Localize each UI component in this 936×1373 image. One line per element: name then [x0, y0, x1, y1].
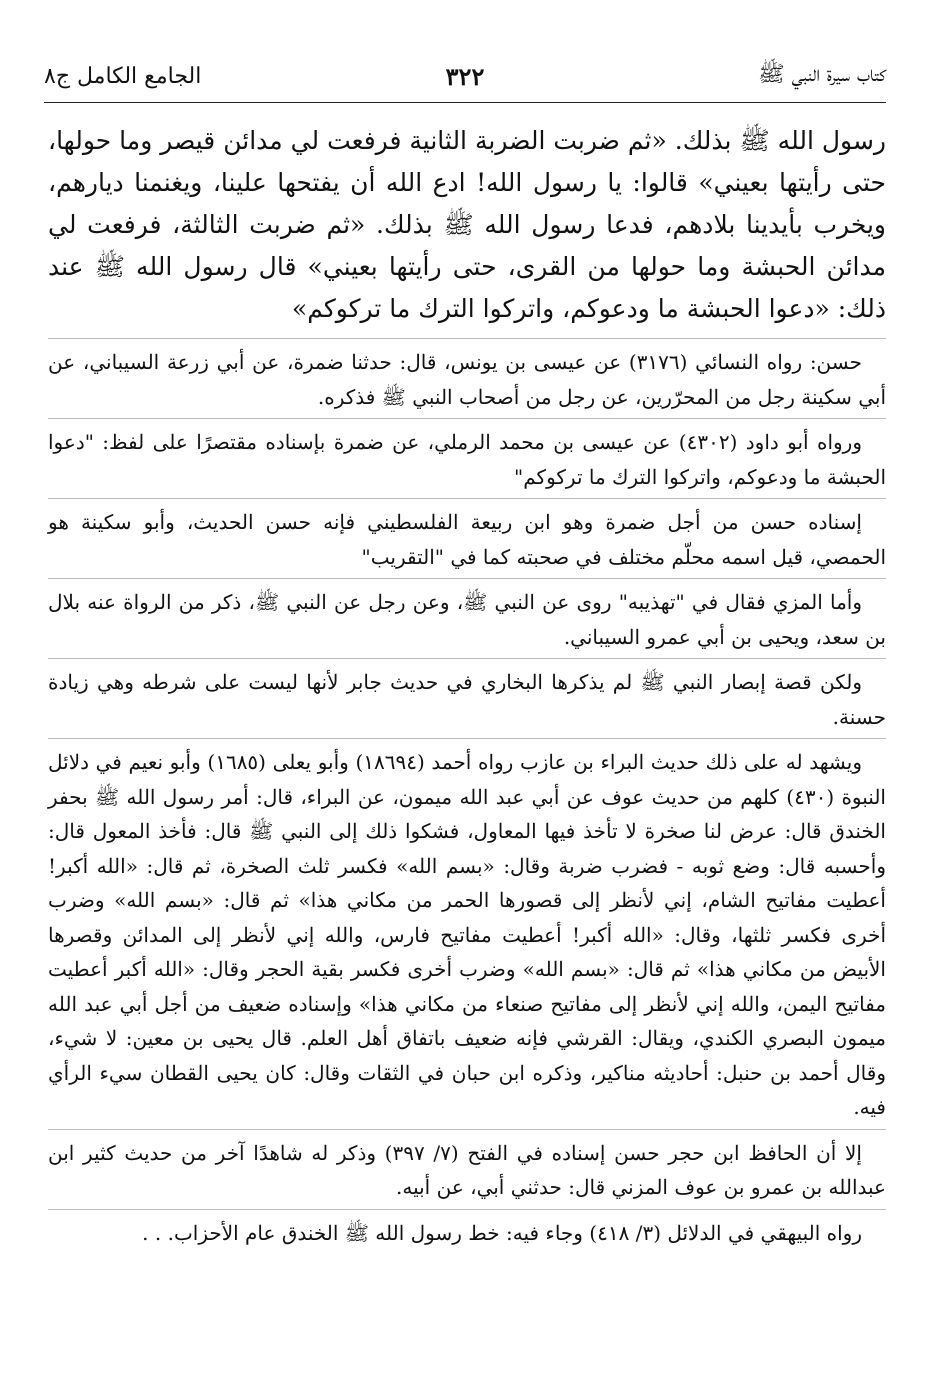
page-number: ٣٢٢: [445, 61, 485, 91]
divider: [48, 1209, 886, 1210]
note-paragraph-2: ورواه أبو داود (٤٣٠٢) عن عيسى بن محمد الرملي، عن ضمرة بإسناده مقتصرًا على لفظ: "دعوا الحبشة ما ودعوكم، واتركوا الترك ما تركوكم": [48, 430, 886, 489]
divider: [48, 578, 886, 579]
note-paragraph-4: وأما المزي فقال في "تهذيبه" روى عن النبي ﷺ، وعن رجل عن النبي ﷺ، ذكر من الرواة عنه بلال بن سعد، ويحيى بن أبي عمرو السيباني.: [48, 590, 886, 649]
book-title: كتاب سيرة النبي ﷺ: [758, 62, 886, 87]
note-paragraph-3: إسناده حسن من أجل ضمرة وهو ابن ربيعة الفلسطيني فإنه حسن الحديث، وأبو سكينة هو الحمصي، قيل اسمه محلّم مختلف في صحبته كما في "التقريب": [48, 510, 886, 569]
note-paragraph-7: إلا أن الحافظ ابن حجر حسن إسناده في الفتح (٧/ ٣٩٧) وذكر له شاهدًا آخر من حديث كثير ابن عبدالله بن عمرو بن عوف المزني قال: حدثني أبي، عن أبيه.: [48, 1140, 886, 1199]
note-paragraph-6: ويشهد له على ذلك حديث البراء بن عازب رواه أحمد (١٨٦٩٤) وأبو يعلى (١٦٨٥) وأبو نعيم في دلائل النبوة (٤٣٠) كلهم من حديث عوف عن أبي عبد الله ميمون، عن البراء، قال: أمر رسول الله ﷺ بحفر الخندق قال: عرض لنا صخرة لا تأخذ فيها المعاول، فشكوا ذلك إلى النبي ﷺ قال: فأخذ المعول قال: وأحسبه قال: وضع ثوبه - فضرب ضربة وقال: «بسم الله» فكسر ثلث الصخرة، ثم قال: «الله أكبر! أعطيت مفاتيح الشام، إني لأنظر إلى قصورها الحمر من مكاني هذا» ثم قال: «بسم الله» وضرب أخرى فكسر ثلثها، وقال: «الله أكبر! أعطيت مفاتيح فارس، والله إني لأنظر إلى المدائن وقصرها الأبيض من مكاني هذا» ثم قال: «بسم الله» وضرب أخرى فكسر بقية الحجر وقال: «الله أكبر أعطيت مفاتيح اليمن، والله إني لأنظر إلى مفاتيح صنعاء من مكاني هذا» وإسناده ضعيف من أجل أبي عبد الله ميمون البصري الكندي، ويقال: القرشي فإنه ضعيف باتفاق أهل العلم. قال يحيى بن معين: لا شيء، وقال أحمد بن حنبل: أحاديثه مناكير، وذكره ابن حبان في الثقات وقال: كان يحيى القطان سيء الرأي فيه.: [48, 750, 887, 1119]
divider: [48, 738, 886, 739]
divider: [48, 658, 886, 659]
page-body: [48, 120, 886, 1250]
main-text-block: [48, 120, 886, 330]
main-paragraph: رسول الله ﷺ بذلك. «ثم ضربت الضربة الثانية فرفعت لي مدائن قيصر وما حولها، حتى رأيتها بعيني» قالوا: يا رسول الله! ادع الله أن يفتحها علينا، ويغنمنا ديارهم، ويخرب بأيدينا بلادهم، فدعا رسول الله ﷺ بذلك. «ثم ضربت الثالثة، فرفعت لي مدائن الحبشة وما حولها من القرى، حتى رأيتها بعيني» قال رسول الله ﷺ عند ذلك: «دعوا الحبشة ما ودعوكم، واتركوا الترك ما تركوكم»: [48, 126, 886, 323]
note-paragraph-1: حسن: رواه النسائي (٣١٧٦) عن عيسى بن يونس، قال: حدثنا ضمرة، عن أبي زرعة السيباني، عن أبي سكينة رجل من المحرّرين، عن رجل من أصحاب النبي ﷺ فذكره.: [48, 350, 886, 409]
page-header: [44, 56, 886, 96]
note-paragraph-5: ولكن قصة إبصار النبي ﷺ لم يذكرها البخاري في حديث جابر لأنها ليست على شرطه وهي زيادة حسنة.: [48, 670, 886, 729]
divider: [48, 1129, 886, 1130]
header-divider: [44, 102, 886, 103]
divider: [48, 498, 886, 499]
divider: [48, 338, 886, 339]
note-paragraph-8: رواه البيهقي في الدلائل (٣/ ٤١٨) وجاء فيه: خط رسول الله ﷺ الخندق عام الأحزاب. . .: [142, 1220, 862, 1245]
collection-title: الجامع الكامل ج٨: [44, 63, 202, 89]
divider: [48, 418, 886, 419]
